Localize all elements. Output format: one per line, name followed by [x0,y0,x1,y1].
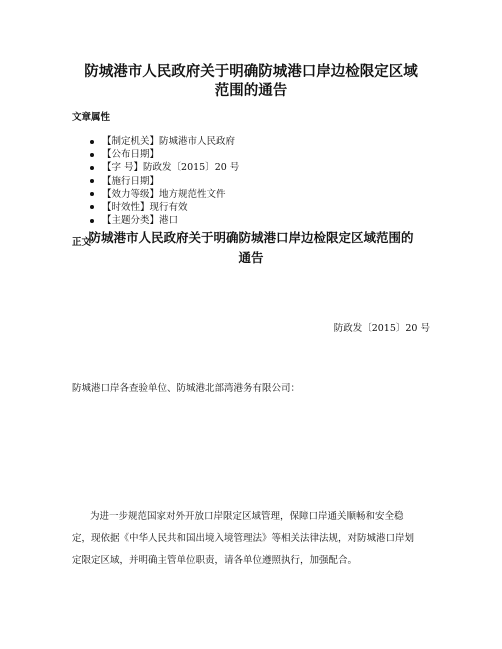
paragraph-line: 定，现依据《中华人民共和国出境入境管理法》等相关法律法规，对防城港口岸划 [72,533,415,544]
paragraph-line: 为进一步规范国家对外开放口岸限定区域管理，保障口岸通关顺畅和安全稳 [90,511,404,522]
body-heading: 正文 [72,237,92,248]
attribute-text: 【时效性】现行有效 [102,201,188,213]
addressee: 防城港口岸各查验单位、防城港北部湾港务有限公司： [72,383,301,394]
bullet-icon [90,140,94,144]
attribute-text: 【效力等级】地方规范性文件 [102,188,226,200]
paragraph-line: 定限定区域，并明确主管单位职责，请各单位遵照执行，加强配合。 [72,555,358,566]
bullet-icon [90,192,94,196]
attribute-text: 【公布日期】 [102,149,160,161]
attribute-text: 【制定机关】防城港市人民政府 [102,136,236,147]
attribute-text: 【主题分类】港口 [102,215,179,227]
attributes-heading: 文章属性 [72,112,111,123]
bullet-icon [90,179,94,183]
document-title-line-2: 范围的通告 [214,83,288,99]
document-number: 防政发〔2015〕20 号 [333,323,430,334]
body-title-line-2: 通告 [238,250,264,265]
attribute-text: 【字 号】防政发〔2015〕20 号 [102,162,240,174]
bullet-icon [90,219,94,223]
body-title-line-1: 防城港市人民政府关于明确防城港口岸边检限定区域范围的 [88,230,414,245]
bullet-icon [90,166,94,170]
bullet-icon [90,153,94,157]
document-title-line-1: 防城港市人民政府关于明确防城港口岸边检限定区域 [84,64,418,80]
attribute-text: 【施行日期】 [102,175,160,187]
bullet-icon [90,205,94,209]
